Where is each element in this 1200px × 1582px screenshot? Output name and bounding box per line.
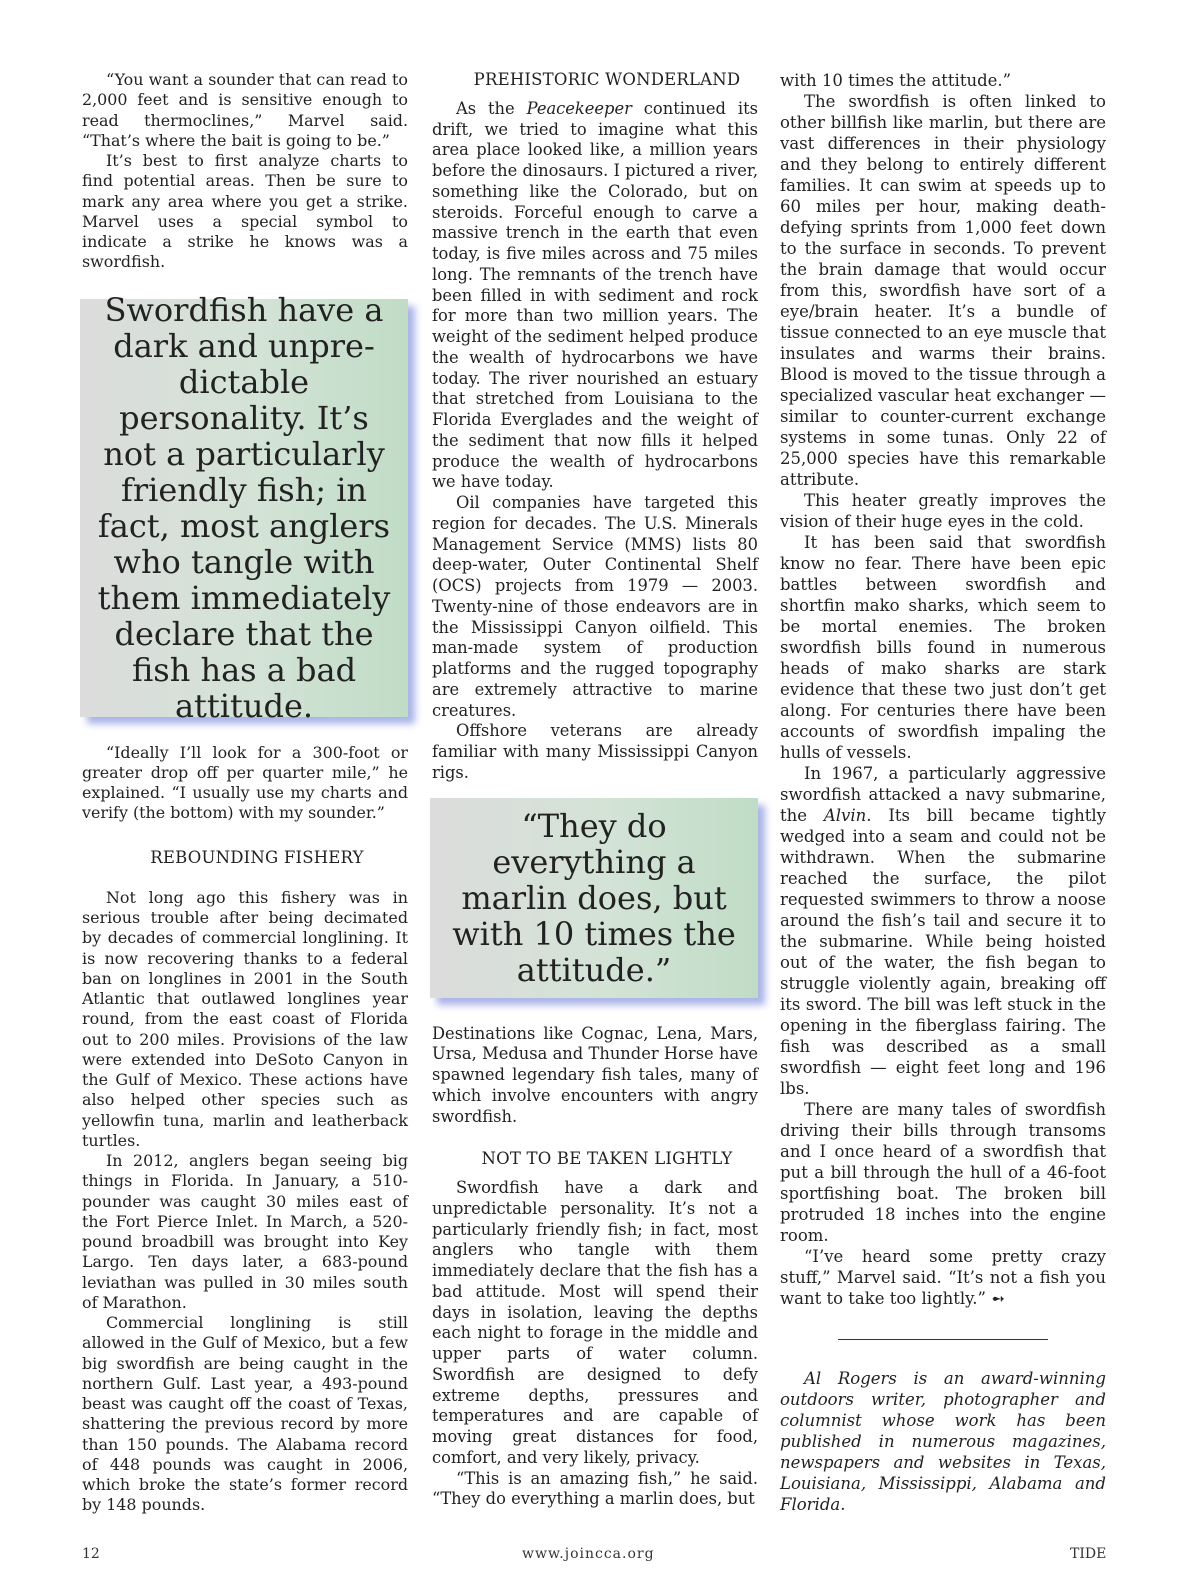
vessel-name: Peacekeeper — [526, 98, 632, 118]
text-span: . Its bill became tightly wedged into a seam and could not be withdrawn. When the submarine reached the surface, the pilot requested swimmers to throw a noose around the fish’s tail and secure it to the submarine. While being hoisted out of the water, the fish began to struggle violently again, breaking off its sword. The bill was left stuck in the opening in the fiberglass fairing. The fish was described as a small swordfish — eight feet long and 196 lbs. — [780, 806, 1106, 1098]
paragraph: “This is an amazing fish,” he said. “They do everything a marlin does, but — [432, 1468, 758, 1509]
section-heading: REBOUNDING FISHERY — [150, 847, 364, 867]
paragraph: This heater greatly improves the vision of their huge eyes in the cold. — [780, 491, 1106, 531]
paragraph: Commercial longlining is still allowed in the Gulf of Mexico, but a few big swordfish are being caught in the northern Gulf. Last year, a 493-pound beast was caught off the coast of Texas, shattering the previous record by more than 150 pounds. The Alabama record of 448 pounds was caught in 2006, which broke the state’s former record by 148 pounds. — [82, 1313, 408, 1515]
page-number: 12 — [82, 1546, 100, 1562]
paragraph: “You want a sounder that can read to 2,000 feet and is sensitive enough to read thermoclines,” Marvel said. “That’s where the bait is going to be.” — [82, 70, 408, 150]
column-3 — [780, 70, 1106, 1515]
paragraph: It’s best to first analyze charts to find potential areas. Then be sure to mark any area where you get a strike. Marvel uses a special symbol to indicate a strike he knows was a swordfish. — [82, 151, 408, 272]
submarine-name: Alvin — [823, 806, 867, 825]
pull-quote-text: Swordfish have a dark and unpre- dictable personality. It’s not a particularly friendly fish; in fact, most anglers who tangle with them immediately declare that the fish has a bad attitude. — [97, 290, 391, 725]
end-mark-icon: ➻ — [991, 1289, 1006, 1308]
author-bio: Al Rogers is an award-winning outdoors writer, photographer and columnist whose work has been published in numerous magazines, newspapers and websites in Texas, Louisiana, Mississippi, Alabama and Florida. — [780, 1369, 1106, 1514]
paragraph: The swordfish is often linked to other billfish like marlin, but there are vast differences in their physiology and they belong to entirely different families. It can swim at speeds up to 60 miles per hour, making death-defying sprints from 1,000 feet down to the surface in seconds. To prevent the brain damage that would occur from this, swordfish have sort of a eye/brain heater. It’s a bundle of tissue connected to an eye muscle that insulates and warms their brains. Blood is moved to the tissue through a specialized vascular heat exchanger — similar to counter-current exchange systems in some tunas. Only 22 of 25,000 species have this remarkable attribute. — [780, 92, 1106, 489]
paragraph: Swordfish have a dark and unpredictable personality. It’s not a particularly friendly fish; in fact, most anglers who tangle with them immediately declare that the fish has a bad attitude. Most will spend their days in isolation, leaving the depths each night to forage in the middle and upper parts of water column. Swordfish are designed to defy extreme depths, pressures and temperatures and are capable of moving great distances for food, comfort, and very likely, privacy. — [432, 1178, 758, 1467]
paragraph: In 2012, anglers began seeing big things in Florida. In January, a 510-pounder was caught 30 miles east of the Fort Pierce Inlet. In March, a 520-pound broadbill was brought into Key Largo. Ten days later, a 683-pound leviathan was pulled in 30 miles south of Marathon. — [82, 1151, 408, 1312]
pull-quote-text: “They do everything a marlin does, but with 10 times the attitude.” — [452, 806, 736, 989]
text-span: In 1967, a particularly aggressive swordfish attacked a navy submarine, the — [780, 764, 1106, 825]
pull-quote-box — [80, 290, 408, 725]
paragraph: Oil companies have targeted this region for decades. The U.S. Minerals Management Service (MMS) lists 80 deep-water, Outer Continental Shelf (OCS) projects from 1979 — 2003. Twenty-nine of those endeavors are in the Mississippi Canyon oilfield. This man-made system of production platforms and the rugged topography are extremely attractive to marine creatures. — [432, 493, 758, 720]
magazine-name: TIDE — [1070, 1546, 1107, 1562]
paragraph: “Ideally I’ll look for a 300-foot or greater drop off per quarter mile,” he explained. “I usually use my charts and verify (the bottom) with my sounder.” — [82, 742, 408, 823]
divider — [838, 1339, 1048, 1340]
paragraph — [432, 99, 758, 493]
paragraph: It has been said that swordfish know no fear. There have been epic battles between swordfish and shortfin mako sharks, which seem to be mortal enemies. The broken swordfish bills found in numerous heads of mako sharks are stark evidence that these two just don’t get along. For centuries there have been accounts of swordfish impaling the hulls of vessels. — [780, 533, 1106, 762]
paragraph: Destinations like Cognac, Lena, Mars, Ursa, Medusa and Thunder Horse have spawned legendary fish tales, many of which involve encounters with angry swordfish. — [432, 1023, 758, 1126]
text-span: continued its drift, we tried to imagine what this area place looked like, a million years before the dinosaurs. I pictured a river, something like the Colorado, but on steroids. Forceful enough to carve a massive trench in the earth that even today, is five miles across and 75 miles long. The remnants of the trench have been filled in with sediment and rock for more than two million years. The weight of the sediment helped produce the wealth of hydrocarbons we have today. The river nourished an estuary that stretched from Louisiana to the Florida Everglades and the weight of the sediment that now fills it helped produce the wealth of hydrocarbons we have today. — [432, 98, 758, 492]
paragraph: There are many tales of swordfish driving their bills through transoms and I once heard of a swordfish that put a bill through the hull of a 46-foot sportfishing boat. The broken bill protruded 18 inches into the engine room. — [780, 1100, 1106, 1245]
column-2 — [432, 70, 758, 1510]
paragraph: Not long ago this fishery was in serious trouble after being decimated by decades of commercial longlining. It is now recovering thanks to a federal ban on longlines in 2001 in the South Atlantic that outlawed longlines year round, from the east coast of Florida out to 200 miles. Provisions of the law were extended into DeSoto Canyon in the Gulf of Mexico. These actions have also helped other species such as yellowfin tuna, marlin and leatherback turtles. — [82, 887, 408, 1150]
text-span: As the — [456, 98, 527, 118]
footer-website[interactable]: www.joincca.org — [522, 1546, 655, 1562]
section-heading: PREHISTORIC WONDERLAND — [473, 70, 741, 89]
paragraph — [780, 763, 1106, 1099]
text-span: “I’ve heard some pretty crazy stuff,” Marvel said. “It’s not a fish you want to take too lightly.” — [780, 1247, 1106, 1308]
pull-quote-box — [430, 798, 758, 998]
paragraph: Offshore veterans are already familiar with many Mississippi Canyon rigs. — [432, 721, 758, 782]
column-1 — [82, 70, 408, 1516]
section-heading: NOT TO BE TAKEN LIGHTLY — [481, 1149, 733, 1169]
paragraph: with 10 times the attitude.” — [780, 71, 1012, 90]
paragraph — [780, 1246, 1106, 1309]
